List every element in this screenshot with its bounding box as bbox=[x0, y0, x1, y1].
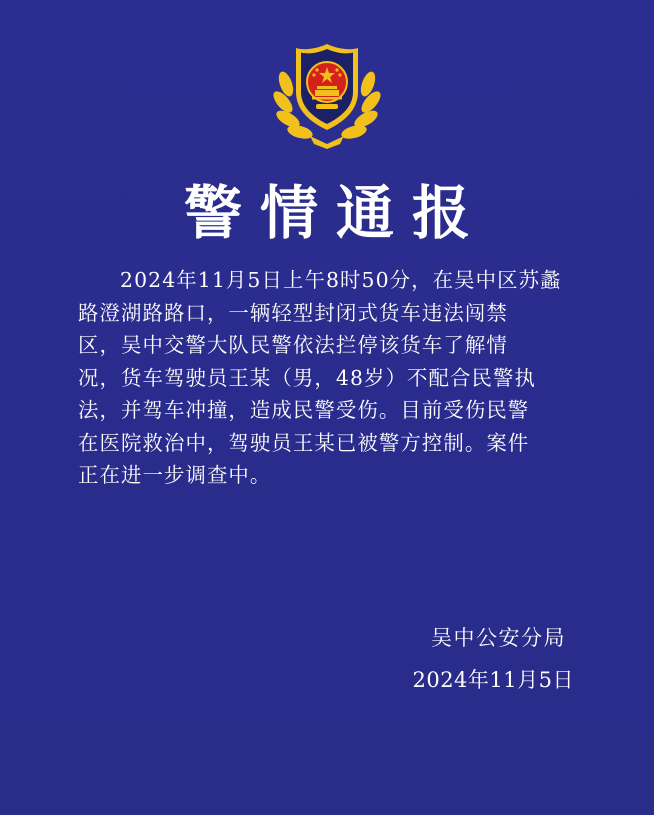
notice-line: 正在进一步调查中。 bbox=[78, 463, 272, 487]
notice-line: 2024年11月5日上午8时50分，在吴中区苏蠡 bbox=[120, 268, 562, 292]
police-emblem-icon bbox=[272, 40, 382, 150]
notice-line: 区，吴中交警大队民警依法拦停该货车了解情 bbox=[78, 333, 508, 357]
notice-line: 况，货车驾驶员王某（男，48岁）不配合民警执 bbox=[78, 365, 536, 390]
issue-date: 2024年11月5日 bbox=[412, 668, 574, 692]
notice-line: 路澄湖路路口，一辆轻型封闭式货车违法闯禁 bbox=[78, 300, 508, 325]
issuer-name: 吴中公安分局 bbox=[431, 626, 566, 650]
notice-body bbox=[78, 264, 583, 492]
police-emblem bbox=[272, 40, 382, 150]
notice-line: 法，并驾车冲撞，造成民警受伤。目前受伤民警 bbox=[78, 398, 530, 422]
page-title: 警情通报 bbox=[183, 179, 488, 247]
notice-line: 在医院救治中，驾驶员王某已被警方控制。案件 bbox=[78, 430, 530, 455]
